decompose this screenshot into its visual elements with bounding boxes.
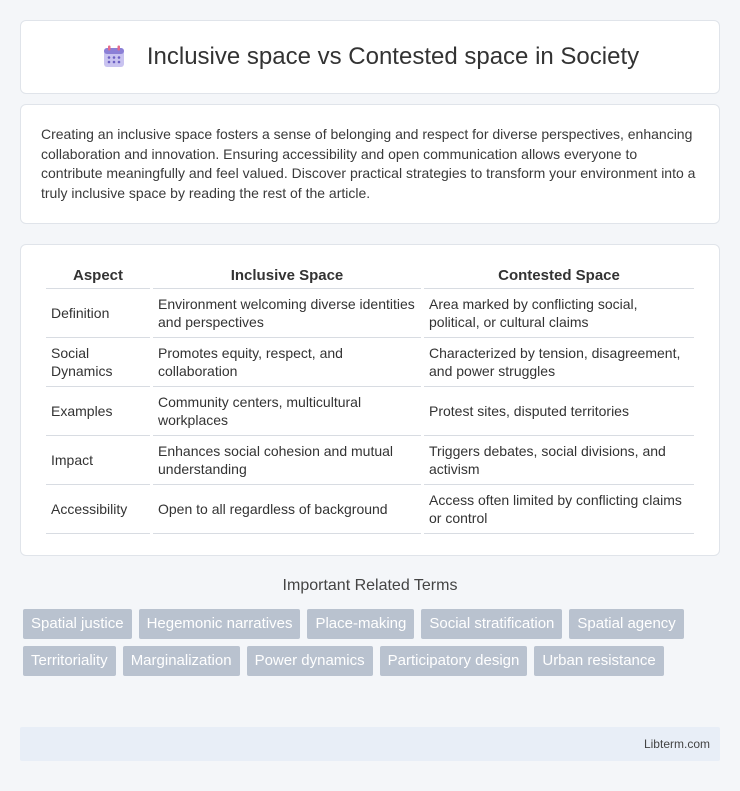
cell-aspect: Impact — [46, 436, 150, 485]
cell-inclusive: Enhances social cohesion and mutual understanding — [153, 436, 421, 485]
term-tag[interactable]: Spatial agency — [569, 609, 683, 639]
term-tag[interactable]: Spatial justice — [23, 609, 132, 639]
term-tag[interactable]: Urban resistance — [534, 646, 663, 676]
cell-inclusive: Open to all regardless of background — [153, 485, 421, 534]
table-row — [46, 485, 694, 534]
header-card — [20, 20, 720, 94]
cell-aspect: Examples — [46, 387, 150, 436]
cell-inclusive: Promotes equity, respect, and collaboration — [153, 338, 421, 387]
cell-contested: Protest sites, disputed territories — [424, 387, 694, 436]
footer-site-link[interactable]: Libterm.com — [643, 737, 710, 751]
related-terms-list — [23, 609, 723, 676]
intro-card — [20, 104, 720, 224]
cell-contested: Characterized by tension, disagreement, and power struggles — [424, 338, 694, 387]
comparison-table — [43, 263, 697, 534]
header-contested: Contested Space — [424, 263, 694, 289]
table-row — [46, 289, 694, 338]
term-tag[interactable]: Power dynamics — [247, 646, 373, 676]
table-row — [46, 387, 694, 436]
cell-contested: Access often limited by conflicting claims or control — [424, 485, 694, 534]
related-terms-title: Important Related Terms — [282, 577, 458, 594]
intro-text: Creating an inclusive space fosters a sense of belonging and respect for diverse perspectives, enhancing collaboration and innovation. Ensuring accessibility and open communication allows everyone to contribute meaningfully and feel valued. Discover practical strategies to transform your environment into a truly inclusive space by reading the rest of the article. — [41, 126, 696, 201]
term-tag[interactable]: Place-making — [307, 609, 414, 639]
cell-contested: Triggers debates, social divisions, and activism — [424, 436, 694, 485]
header-inclusive: Inclusive Space — [153, 263, 421, 289]
page-title: Inclusive space vs Contested space in Society — [146, 43, 640, 70]
cell-aspect: Definition — [46, 289, 150, 338]
term-tag[interactable]: Social stratification — [421, 609, 562, 639]
footer — [20, 727, 720, 761]
term-tag[interactable]: Territoriality — [23, 646, 116, 676]
term-tag[interactable]: Participatory design — [380, 646, 528, 676]
table-header-row — [46, 263, 694, 289]
cell-contested: Area marked by conflicting social, political, or cultural claims — [424, 289, 694, 338]
cell-aspect: Accessibility — [46, 485, 150, 534]
calendar-icon — [101, 44, 127, 70]
cell-aspect: Social Dynamics — [46, 338, 150, 387]
table-row — [46, 338, 694, 387]
term-tag[interactable]: Marginalization — [123, 646, 240, 676]
table-row — [46, 436, 694, 485]
header-aspect: Aspect — [46, 263, 150, 289]
cell-inclusive: Environment welcoming diverse identities and perspectives — [153, 289, 421, 338]
cell-inclusive: Community centers, multicultural workplaces — [153, 387, 421, 436]
term-tag[interactable]: Hegemonic narratives — [139, 609, 301, 639]
comparison-table-card — [20, 244, 720, 556]
